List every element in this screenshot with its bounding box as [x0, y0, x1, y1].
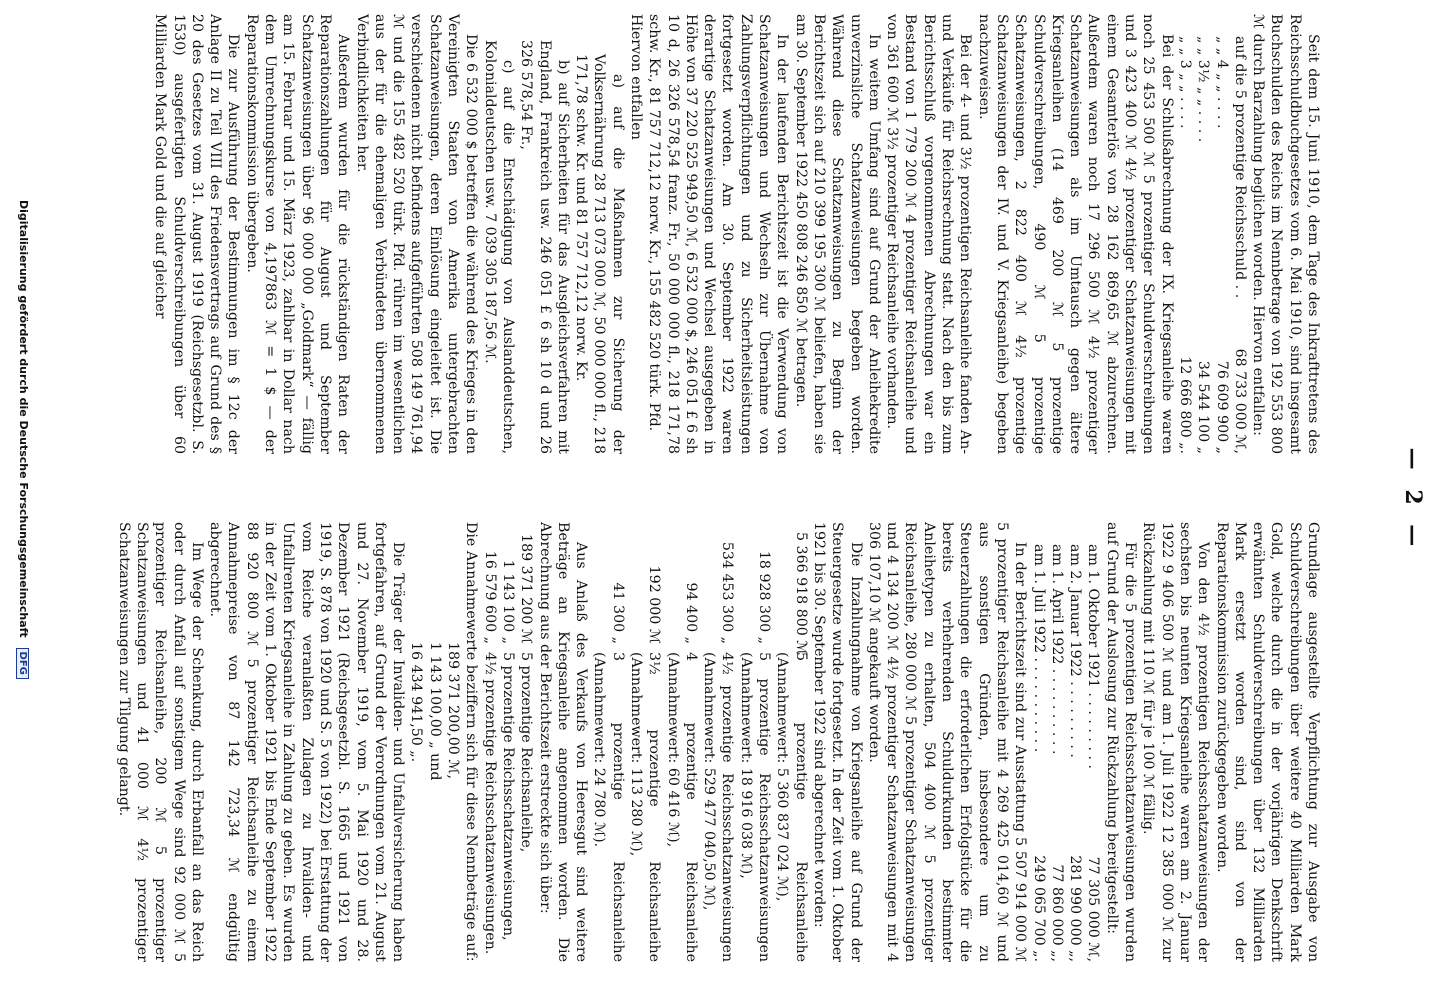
- amount-row: 189 371 200 ℳ 5 prozentige Reichsanleihe,: [518, 534, 535, 853]
- right-column: [114, 522, 1322, 962]
- list-item: c) auf die Entschädigung von Auslanddeutschen, Kolonialdeutschen usw. 7 039 305 187,56 ℳ.: [481, 40, 516, 454]
- paragraph: Die 6 532 000 $ betreffen die während des Krieges in den Vereinigten Staaten von Amerika untergebrachten Schatzanweisungen, deren Einlösung eingeleitet ist. Die verschiedenen nicht befindens aufgeführten 508 149 761,94 ℳ und die 155 482 520 türk. Pfd. rühren im wesentlichen aus der für die ehemaligen Verbündeten übernommenen Verbindlichkeiten her.: [353, 14, 480, 454]
- amount-row: 16 579 600 „ 4½ prozentige Reichsschatzanweisungen.: [481, 550, 498, 955]
- amount-row: 534 453 300 „ 4½ prozentige Reichsschatzanweisungen (Annahmewert: 529 477 040,50 ℳ),: [701, 541, 736, 962]
- page-number: — 2 —: [1400, 447, 1426, 553]
- paragraph: Bei der 4- und 3½ prozentigen Reichsanleihe fanden An- und Verkäufe für Reichsrechnung statt. Nach den bis zum Berichtsschluß vorgenommenen Abrechnungen war ein Bestand von 1 779 200 ℳ 4 prozentiger Reichsanleihe und von 361 600 ℳ 3½ prozentiger Reichsanleihe vorhanden.: [884, 14, 974, 454]
- dated-row: am 2. Januar 1922 . . . . . . . . . 281 990 000 „,: [1067, 544, 1084, 962]
- dated-row: am 1. April 1922 . . . . . . . . . . 77 860 000 „,: [1048, 544, 1065, 962]
- debt-row: „ „ 3 „ „ . . . . 12 666 800 „.: [1176, 36, 1193, 454]
- paragraph: In der Berichtszeit sind zur Ausstattung 5 507 914 000 ℳ 5 prozentiger Reichsanleihe mit 4 269 425 014,60 ℳ und aus sonstigen Gründen, insbesondere um zu Steuerzahlungen die erforderlichen Erfolgstücke für die bereits verhehrenden Schuldurkunden bestimmter Anleihetypen zu erhalten, 504 400 ℳ 5 prozentiger Reichsanleihe, 280 000 ℳ 5 prozentiger Schatzanweisungen und 4 134 200 ℳ 4½ prozentiger Schatzanweisungen mit 4 306 107,10 ℳ angekauft worden.: [865, 522, 1029, 962]
- paragraph: Die Annahmewerte beziffern sich für diese Nennbeträge auf:: [463, 522, 480, 962]
- digitization-credit: [16, 200, 30, 1000]
- left-column: [151, 14, 1322, 454]
- sum-line: 16 434 941,50 „.: [408, 642, 425, 763]
- paragraph: Hiervon entfallen: [628, 14, 645, 140]
- paragraph: Seit dem 15. Juni 1910, dem Tage des Inkrafttretens des Reichsschuldbuchgesetzes vom 6. Mai 1910, sind insgesamt Buchschulden des Reichs im Nennbetrage von 192 553 800 ℳ durch Barzahlung beglichen worden. Hiervon entfallen:: [1250, 14, 1321, 454]
- paragraph: Im Wege der Schenkung, durch Erbanfall an das Reich oder durch Anfall auf sonstigem Wege sind 92 000 ℳ 5 prozentiger Reichsanleihe, 200 ℳ 5 prozentiger Schatzanweisungen und 41 000 ℳ 4½ prozentiger Schatzanweisungen zur Tilgung gelangt.: [115, 522, 205, 962]
- debt-row: auf die 5 prozentige Reichsschuld . . 68 733 000 ℳ,: [1231, 36, 1248, 454]
- list-item: b) auf Sicherheiten für das Ausgleichsverfahren mit England, Frankreich usw. 246 051 £ 6 sh 10 d und 26 326 578,54 Fr.,: [518, 40, 571, 454]
- paragraph: Von den 4½ prozentigen Reichsschatzanweisungen der sechsten bis neunten Kriegsanleihe waren am 2. Januar 1922 9 406 500 ℳ und am 1. Juli 1922 12 385 000 ℳ zur Rückzahlung mit 110 ℳ für je 100 ℳ fällig.: [1140, 522, 1212, 962]
- paragraph: Die Inzahlungnahme von Kriegsanleihe auf Grund der Steuergesetze wurde fortgesetzt. In der Zeit vom 1. Oktober 1921 bis 30. September 1922 sind abgerechnet worden:: [810, 522, 864, 962]
- debt-row: „ „ 3½ „ „ . . . . 34 544 100 „: [1195, 36, 1212, 454]
- amount-row: 1 143 100 „ 5 prozentige Reichsschatzanweisungen,: [499, 559, 516, 941]
- sum-line: 1 143 100,00 „ und: [426, 642, 443, 781]
- amount-row: 192 000 ℳ 3½ prozentige Reichsanleihe (Annahmewert: 113 280 ℳ),: [628, 565, 663, 962]
- paragraph: In der laufenden Berichtszeit ist die Verwendung von Schatzanweisungen und Wechseln zur Übernahme von Zahlungsverpflichtungen und zu Sicherheitsleistungen fortgesetzt worden. Am 30. September 1922 waren derartige Schatzanweisungen und Wechsel ausgegeben in Höhe von 37 220 525 949,50 ℳ, 6 532 000 $, 246 051 £ 6 sh 10 d, 26 326 578,54 franz. Fr., 50 000 000 fl., 218 171,78 schw. Kr., 81 757 712,12 norw. Kr., 155 482 520 türk. Pfd.: [646, 14, 791, 454]
- paragraph: Die Träger der Invaliden- und Unfallversicherung haben fortgefahren, auf Grund der Verordnungen vom 21. August und 27. November 1919, vom 5. Mai 1920 und 28. Dezember 1921 (Reichsgesetzbl. S. 1665 und 1921 von 1919, S. 878 von 1920 und S. 5 von 1922) bei Erstattung der vom Reiche veranlaßten Zulagen zu Invaliden- und Unfallrenten Kriegsanleihe in Zahlung zu geben. Es wurden in der Zeit vom 1. Oktober 1921 bis Ende September 1922 88 920 800 ℳ 5 prozentiger Reichsanleihe zu einem Annahmepreise von 87 142 723,34 ℳ endgültig abgerechnet.: [207, 522, 407, 962]
- dated-row: am 1. Juli 1922 . . . . . . . . . . . 249 065 700 „.: [1030, 544, 1047, 962]
- amount-row: 5 366 918 800 ℳ 5 prozentige Reichsanleihe (Annahmewert: 5 360 837 024 ℳ),: [774, 532, 809, 962]
- amount-row: 41 300 „ 3 prozentige Reichsanleihe (Annahmewert: 24 780 ℳ).: [591, 582, 626, 962]
- debt-row: „ „ 4 „ „ . . . . 76 609 900 „: [1213, 36, 1230, 454]
- amount-row: 18 928 300 „ 5 prozentige Reichsschatzanweisungen (Annahmewert: 18 916 038 ℳ),: [737, 550, 773, 962]
- paragraph: Die zur Ausführung der Bestimmungen im § 12c der Anlage II zu Teil VIII des Friedensvertrags auf Grund des § 20 des Gesetzes vom 31. August 1919 (Reichsgesetzbl. S. 1530) ausgefertigten Schuldverschreibungen über 60 Milliarden Mark Gold und die auf gleicher: [152, 14, 242, 454]
- paragraph: Für die 5 prozentigen Reichsschatzanweisungen wurden auf Grund der Auslosung zur Rückzahlung bereitgestellt:: [1103, 522, 1139, 962]
- paragraph: Außerdem wurden für die rückständigen Raten der Reparationszahlungen für August und September Schatzanweisungen über 96 000 000 „Goldmark“ — fällig am 15. Februar und 15. März 1923, zahlbar in Dollar nach dem Umrechnungskurse von 4,197863 ℳ = 1 $ — der Reparationskommission übergeben.: [243, 14, 352, 454]
- dated-row: am 1. Oktober 1921 . . . . . . . . . 77 305 000 ℳ,: [1085, 544, 1102, 962]
- paragraph: Bei der Schlußabrechnung der IX. Kriegsanleihe waren noch 25 453 500 ℳ 5 prozentiger Schuldverschreibungen und 3 423 400 ℳ 4½ prozentiger Schatzanweisungen mit einem Gesamterlös von 28 162 869,65 ℳ abzurechnen. Außerdem waren noch 17 296 500 ℳ 4½ prozentiger Schatzanweisungen als im Umtausch gegen ältere Kriegsanleihen (14 469 200 ℳ 5 prozentige Schuldverschreibungen, 490 ℳ 5 prozentige Schatzanweisungen, 2 822 400 ℳ 4½ prozentige Schatzanweisungen der IV. und V. Kriegsanleihe) begeben nachzuweisen.: [975, 14, 1175, 454]
- sum-line: 189 371 200,00 ℳ,: [445, 642, 462, 780]
- paragraph: In weitem Umfang sind auf Grund der Anleihekredite unverzinsliche Schatzanweisungen begeben worden. Während diese Schatzanweisungen zu Beginn der Berichtszeit sich auf 210 399 195 300 ℳ beliefen, haben sie am 30. September 1922 450 808 246 850 ℳ betragen.: [792, 14, 882, 454]
- paragraph: Aus Anlaß des Verkaufs von Heeresgut sind weitere Beträge an Kriegsanleihe angenommen worden. Die Abrechnung aus der Berichtszeit erstreckte sich über:: [536, 522, 590, 962]
- list-item: a) auf die Maßnahmen zur Sicherung der Volksernährung 28 713 073 000 ℳ, 50 000 000 fl., 218 171,78 schw. Kr. und 81 757 712,12 norw. Kr.: [573, 54, 626, 454]
- credit-text: Digitalisierung gefördert durch die Deutsche Forschungsgemeinschaft: [17, 200, 30, 638]
- dfg-logo: DFG: [16, 648, 29, 679]
- paragraph: Grundlage ausgestellte Verpflichtung zur Ausgabe von Schuldverschreibungen über weitere 40 Milliarden Mark Gold, welche durch die in der vorjährigen Denkschrift erwähnten Schuldverschreibungen über 132 Milliarden Mark ersetzt worden sind, sind von der Reparationskommission zurückgegeben worden.: [1213, 522, 1321, 962]
- amount-row: 94 400 „ 4 prozentige Reichsanleihe (Annahmewert: 60 416 ℳ),: [664, 582, 699, 962]
